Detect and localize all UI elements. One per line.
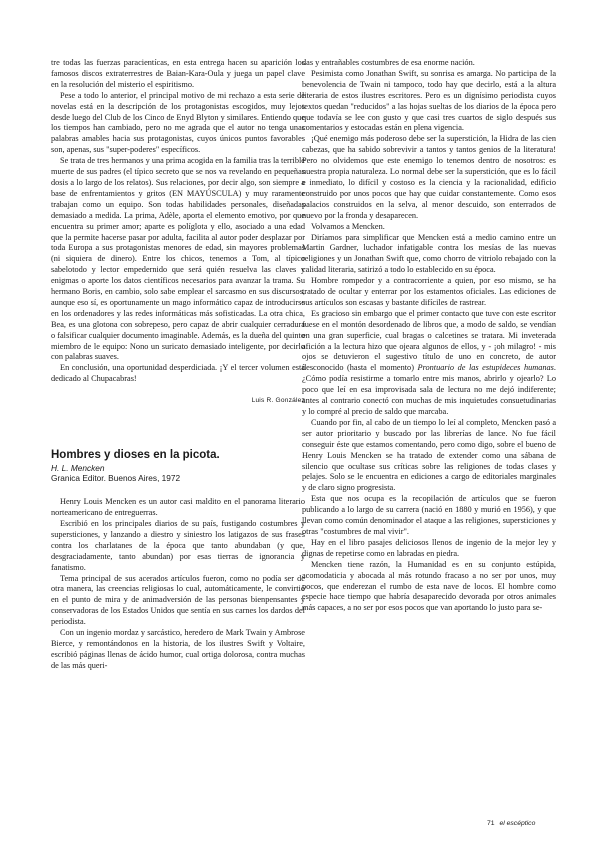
review-paragraph: Pesimista como Jonathan Swift, su sonrisa es amarga. No participa de la benevolencia de Twain ni tampoco, todo hay que decirlo, está a la altura literaria de estos ilustres escritores. Pero es un dignísimo periodista cuyos textos quedan "reducidos" a las hojas sueltas de los diarios de la época pero que todavía se lee con gusto y que casi tres cuartos de siglo después sus comentarios y estocadas están en plena vigencia. [302,68,556,133]
article-paragraph: Se trata de tres hermanos y una prima acogida en la familia tras la terrible muerte de sus padres (el típico secreto que se nos va revelando en pequeñas dosis a lo largo de los relatos). Sus relaciones, por decir algo, son siempre a base de enfrentamientos y gritos (EN MAYÚSCULA) y muy raramente trabajan como un equipo. Son todas habilidades personales, diseñadas demasiado a medida. La prima, Adèle, aporta el elemento emotivo, por que encuentra su primer amor; aparte es políglota y ello, asociado a una edad que la permite hacerse pasar por adulta, facilita al autor poder desplazar por toda Europa a sus protagonistas menores de edad, sin mayores problemas (ni siquiera de dinero). Entre los chicos, tenemos a Tom, al típico sabelotodo y lector empedernido que será quién resuelva las claves y enigmas o aporte los datos científicos necesarios para avanzar la trama. Su hermano Boris, en cambio, solo sabe emplear el sarcasmo en sus discursos, aunque eso sí, es oportunamente un mago informático capaz de introducirse en los ordenadores y las redes informáticas más sofisticadas. La otra chica, Bea, es una glotona con sobrepeso, pero capaz de abrir cualquier cerradura o falsificar cualquier documento imaginable. Además, es la dueña del quinto miembro de le equipo: Nono un suricato demasiado inteligente, por decirlo con palabras suaves. [51,156,305,362]
magazine-name: el escéptico [499,820,536,827]
review-paragraph: Henry Louis Mencken es un autor casi maldito en el panorama literario norteamericano de entreguerras. [51,497,305,518]
right-column [302,58,556,614]
article-paragraph: tre todas las fuerzas paracientícas, en esta entrega hacen su aparición los famosos discos extraterrestres de Baian-Kara-Oula y juega un papel clave en la resolución del misterio el espiritismo. [51,58,305,89]
review-header [51,449,305,483]
review-paragraph: Escribió en los principales diarios de su país, fustigando costumbres y supersticiones, y lanzando a diestro y siniestro los latigazos de sus frases contra los charlatanes de la época que tanto abundaban (y que, desgraciadamente, tanto abundan) por esas tierras de ignorancia y fanatismo. [51,519,305,572]
article-paragraph: Pese a todo lo anterior, el principal motivo de mi rechazo a esta serie de novelas está en la descripción de los protagonistas escogidos, muy lejos desde luego del Club de los Cinco de Enyd Blyton y similares. Entiendo que los tiempos han cambiado, pero no me agrada que el autor no tenga unas palabras amables hacia sus protagonistas, cuyos únicos puntos favorables son, apenas, sus "super-poderes" específicos. [51,90,305,155]
review-author: H. L. Mencken [51,463,105,474]
book-title: Prontuario de las estupideces humanas [417,363,554,373]
paragraph-text: . ¿Cómo podía resistirme a tomarlo entre mis manos, abrirlo y ojearlo? Lo poco que leí en esa improvisada sala de lectura no me dejó indiferente; antes al contrario conectó con muchas de mis inquietudes consuetudinarias y lo compré al precio de saldo que marcaba. [302,363,556,416]
author-signature: Luis R. González [251,397,305,405]
review-paragraph: Hombre rompedor y a contracorriente a quien, por eso mismo, se ha tratado de ocultar y enterrar por los estamentos oficiales. Las ediciones de sus artículos son escasas y bastante difíciles de rastrear. [302,276,556,307]
review-paragraph: Con un ingenio mordaz y sarcástico, heredero de Mark Twain y Ambrose Bierce, y remontándonos en la historia, de los ilustres Swift y Voltaire, escribió páginas llenas de ácido humor, cual ortiga dolorosa, contra muchas de las más queri- [51,628,305,670]
page-number: 71 [487,820,495,827]
paragraph-text: Es gracioso sin embargo que el primer contacto que tuve con este escritor fuese en el montón desordenado de libros que, a modo de saldo, se vendían en una gran superficie, cual bragas o calcetines se tratara. Mi inveterada afición a la lectura hizo que ojeara algunos de ellos, y - ¡oh milagro! - mis ojos se detuvieron el sugestivo título de uno en concreto, de autor desconocido (hasta el momento) [302,308,556,373]
review-paragraph: das y entrañables costumbres de esa enorme nación. [302,58,475,67]
review-paragraph: Mencken tiene razón, la Humanidad es en su conjunto estúpida, acomodaticia y abocada al más rotundo fracaso a no ser por unos, muy pocos, que enderezan el rumbo de esta nave de locos. El hombre como especie hace tiempo que habría desaparecido devorada por otros animales más capaces, a no ser por esos pocos que van aportando lo justo para se- [302,559,556,613]
review-paragraph: Cuando por fin, al cabo de un tiempo lo leí al completo, Mencken pasó a ser autor prioritario y buscado por las librerías de lance. No fue fácil conseguir éste que estamos comentando, pero como digo, sobre el bueno de Henry Louis Mencken se ha tratado de extender como una sábana de silencio que ocultase sus críticas sobre las religiones de todas clases y pelajes. Solo se le encuentra en ediciones a cargo de editoriales marginales y de claro signo progresista. [302,417,556,493]
review-paragraph [302,309,556,418]
review-paragraph: Hay en el libro pasajes deliciosos llenos de ingenio de la mejor ley y dignas de repetirse como en labradas en piedra. [302,537,556,558]
review-paragraph: Tema principal de sus acerados artículos fueron, como no podía ser de otra manera, las creencias religiosas lo cual, automáticamente, le convirtió en el punto de mira y de animadversión de las personas bienpensantes y conservadoras de los Estados Unidos que sentía en sus carnes los dardos del periodista. [51,573,305,627]
article-paragraph: En conclusión, una oportunidad desperdiciada. ¡Y el tercer volumen está dedicado al Chupacabras! [51,363,305,384]
review-paragraph: Esta que nos ocupa es la recopilación de artículos que se fueron publicando a lo largo de su carrera (nació en 1880 y murió en 1956), y que llevan como común denominador el ataque a las religiones, supersticiones y otras "costumbres de mal vivir". [302,494,556,536]
review-paragraph: Diríamos para simplificar que Mencken está a medio camino entre un Martin Gardner, luchador infatigable contra los mesías de las nuevas religiones y un Jonathan Swift que, como chorro de vitriolo rebajado con la calidad literaria, satirizó a todo lo establecido en su época. [302,232,556,275]
review-publisher: Granica Editor. Buenos Aires, 1972 [51,473,181,484]
left-column [51,58,305,672]
review-title: Hombres y dioses en la picota. [51,449,220,462]
page-footer [487,820,557,827]
review-paragraph: Volvamos a Mencken. [311,221,385,231]
review-paragraph: ¡Qué enemigo más poderoso debe ser la superstición, la Hidra de las cien cabezas, que ha sabido sobrevivir a tantos y tantos genios de la literatura! Pero no olvidemos que este enemigo lo tenemos dentro de nosotros: es nuestra propia naturaleza. Lo normal debe ser la superstición, que es lo fácil e inmediato, lo difícil y costoso es la ciencia y la racionalidad, edificio construido por unos pocos que hay que cuidar constantemente. Como esos palacios construidos en la selva, al menor descuido, son enterrados de nuevo por la fronda y desaparecen. [302,134,556,220]
